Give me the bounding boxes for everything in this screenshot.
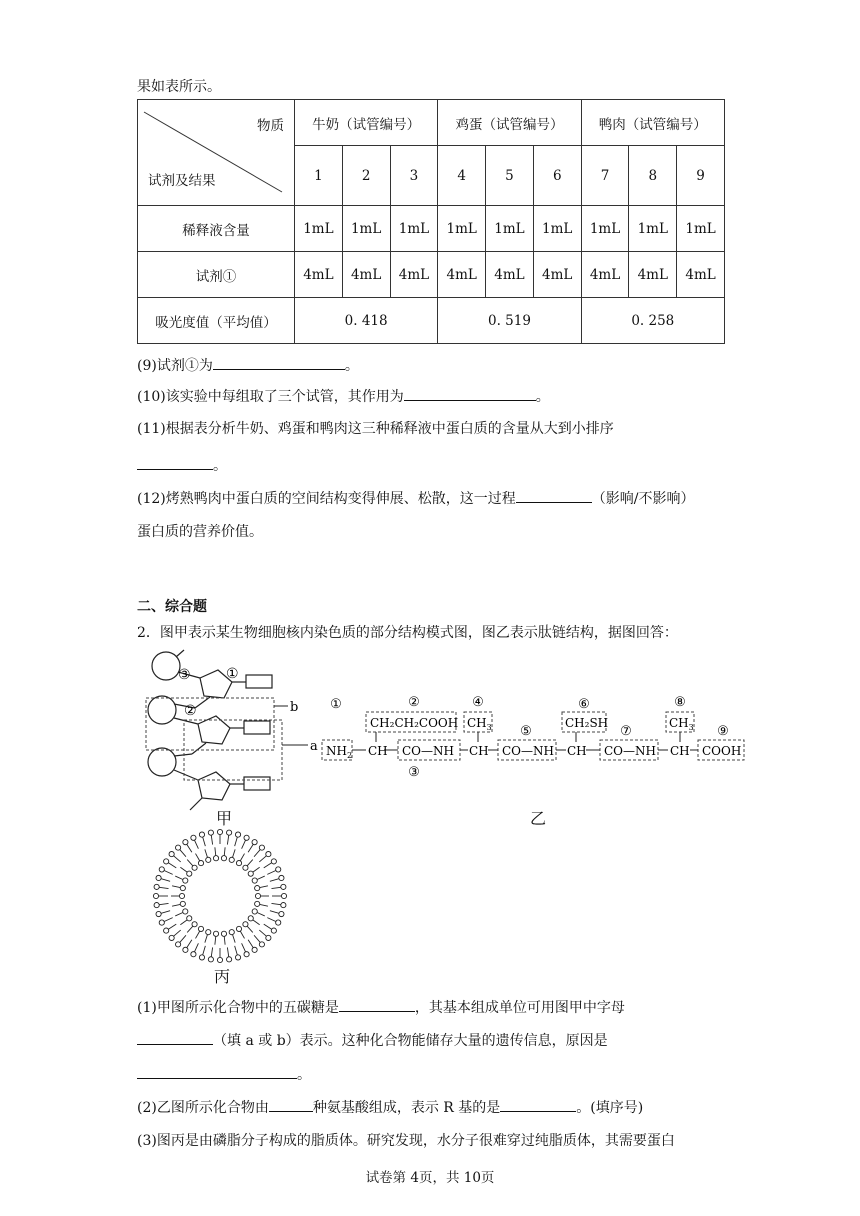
label-3: ③	[178, 667, 191, 683]
phospholipid-tail	[254, 850, 260, 857]
phospholipid-tail	[196, 854, 200, 861]
phospholipid-head	[169, 935, 174, 940]
phospholipid-head	[236, 860, 241, 865]
phospholipid-tail	[253, 920, 260, 925]
phospholipid-tail	[233, 935, 236, 943]
num-3: ③	[408, 765, 420, 780]
num-8: ⑧	[674, 695, 686, 710]
label-2: ②	[184, 703, 197, 719]
phospholipid-head	[243, 865, 248, 870]
phospholipid-head	[221, 856, 226, 861]
phospholipid-head	[208, 830, 213, 835]
phospholipid-head	[243, 922, 248, 927]
table-cell: 1mL	[342, 206, 390, 252]
tube-number: 6	[533, 146, 581, 206]
header-substance: 物质	[257, 118, 284, 134]
num-2: ②	[408, 695, 420, 710]
phospholipid-tail	[187, 860, 193, 866]
phospholipid-head	[217, 829, 222, 834]
tube-number: 4	[438, 146, 486, 206]
phospholipid-tail	[175, 876, 183, 879]
phospholipid-tail	[247, 926, 253, 932]
phospholipid-head	[281, 903, 286, 908]
answer-blank[interactable]	[404, 388, 536, 401]
phospholipid-head	[206, 930, 211, 935]
caption-jia: 甲	[216, 809, 233, 828]
label-b: b	[290, 700, 299, 715]
phospholipid-tail	[187, 926, 193, 932]
phospholipid-head	[244, 835, 249, 840]
phospholipid-tail	[267, 870, 276, 874]
label-1: ①	[226, 666, 239, 682]
phospholipid-head	[281, 884, 286, 889]
phospholipid-head	[183, 878, 188, 883]
phospholipid-head	[156, 875, 161, 880]
phospholipid-tail	[248, 844, 253, 852]
phospholipid-head	[198, 926, 203, 931]
caption-yi: 乙	[530, 809, 547, 828]
num-5: ⑤	[520, 724, 532, 739]
phospholipid-tail	[211, 835, 212, 844]
tube-number: 9	[677, 146, 725, 206]
phospholipid-head	[213, 931, 218, 936]
phospholipid-head	[187, 916, 192, 921]
phospholipid-head	[259, 845, 264, 850]
table-cell: 4mL	[438, 252, 486, 298]
phospholipid-head	[235, 955, 240, 960]
phospholipid-head	[213, 856, 218, 861]
phospholipid-tail	[172, 904, 180, 906]
phospholipid-tail	[233, 849, 236, 857]
phospholipid-head	[187, 871, 192, 876]
phospholipid-tail	[253, 867, 260, 872]
ch-2: CH	[469, 744, 489, 758]
absorbance-value: 0. 258	[581, 298, 724, 344]
phospholipid-tail	[215, 936, 216, 944]
phospholipid-tail	[180, 850, 186, 857]
phospholipid-head	[183, 840, 188, 845]
table-cell: 4mL	[486, 252, 534, 298]
phospholipid-head	[180, 885, 185, 890]
tube-number: 1	[295, 146, 343, 206]
question-2-2: (2)乙图所示化合物由 种氨基酸组成，表示 R 基的是 。(填序号)	[137, 1100, 644, 1116]
phospholipid-tail	[168, 924, 176, 929]
phospholipid-tail	[187, 940, 192, 948]
group-header: 牛奶（试管编号）	[295, 100, 438, 146]
phospholipid-head	[164, 928, 169, 933]
ch-4: CH	[670, 744, 690, 758]
phospholipid-head	[252, 909, 257, 914]
phospholipid-tail	[242, 943, 246, 952]
phospholipid-head	[227, 830, 232, 835]
phospholipid-head	[199, 955, 204, 960]
table-cell: 4mL	[295, 252, 343, 298]
tube-number: 3	[390, 146, 438, 206]
question-2-1-answer: 。	[137, 1064, 311, 1084]
phospholipid-tail	[270, 879, 279, 882]
question-12-cont: 蛋白质的营养价值。	[137, 524, 263, 540]
phospholipid-head	[153, 893, 158, 898]
table-cell: 1mL	[581, 206, 629, 252]
phospholipid-tail	[205, 935, 208, 943]
tube-number: 5	[486, 146, 534, 206]
phospholipid-tail	[215, 847, 216, 855]
absorbance-value: 0. 418	[295, 298, 438, 344]
phospholipid-tail	[264, 863, 272, 868]
question-12: (12)烤熟鸭肉中蛋白质的空间结构变得伸展、松散，这一过程 （影响/不影响）	[137, 491, 695, 507]
phospholipid-tail	[174, 856, 181, 862]
phospholipid-tail	[248, 940, 253, 948]
table-cell: 4mL	[581, 252, 629, 298]
phospholipid-tail	[227, 947, 228, 956]
phospholipid-head	[244, 952, 249, 957]
phospholipid-head	[235, 832, 240, 837]
svg-text:CH3: $CH_3$	[669, 716, 694, 732]
phospholipid-tail	[161, 879, 170, 882]
table-cell: 4mL	[342, 252, 390, 298]
phospholipid-tail	[259, 856, 266, 862]
phospholipid-tail	[240, 931, 244, 938]
phospholipid-tail	[175, 913, 183, 916]
phospholipid-head	[192, 922, 197, 927]
peptide-bond-3: CO—NH	[402, 744, 454, 758]
phospholipid-tail	[271, 903, 280, 904]
phospholipid-head	[221, 931, 226, 936]
phospholipid-tail	[235, 837, 238, 846]
phospholipid-tail	[164, 870, 173, 874]
phospholipid-head	[276, 867, 281, 872]
phospholipid-tail	[257, 913, 265, 916]
question-9: (9)试剂①为 。	[137, 358, 359, 374]
phospholipid-tail	[196, 931, 200, 938]
phospholipid-head	[164, 859, 169, 864]
phospholipid-head	[252, 840, 257, 845]
phospholipid-tail	[271, 887, 280, 888]
phospholipid-head	[175, 845, 180, 850]
phospholipid-tail	[259, 930, 266, 936]
phospholipid-head	[192, 865, 197, 870]
phospholipid-head	[198, 860, 203, 865]
question-2-stem: 2．图甲表示某生物细胞核内染色质的部分结构模式图，图乙表示肽链结构，据图回答：	[137, 625, 678, 641]
phospholipid-head	[217, 957, 222, 962]
answer-blank[interactable]	[339, 999, 415, 1012]
svg-text:CH3: $CH_3$	[467, 716, 492, 732]
phospholipid-tail	[180, 867, 187, 872]
phospholipid-head	[276, 920, 281, 925]
phospholipid-tail	[203, 837, 206, 846]
question-2-3: (3)图丙是由磷脂分子构成的脂质体。研究发现，水分子很难穿过纯脂质体，其需要蛋白	[137, 1133, 675, 1149]
table-cell: 1mL	[486, 206, 534, 252]
phospholipid-tail	[194, 943, 198, 952]
phospholipid-tail	[187, 844, 192, 852]
table-cell: 1mL	[438, 206, 486, 252]
answer-blank[interactable]	[269, 1099, 313, 1112]
tube-number: 2	[342, 146, 390, 206]
ch-1: CH	[368, 744, 388, 758]
peptide-bond-7: CO—NH	[604, 744, 656, 758]
phospholipid-head	[180, 901, 185, 906]
phospholipid-head	[199, 832, 204, 837]
phospholipid-head	[191, 835, 196, 840]
row-label: 试剂①	[138, 252, 295, 298]
phospholipid-tail	[159, 887, 168, 888]
question-10: (10)该实验中每组取了三个试管，其作用为 。	[137, 389, 550, 405]
phospholipid-head	[266, 935, 271, 940]
table-cell: 1mL	[390, 206, 438, 252]
phospholipid-tail	[164, 918, 173, 922]
r-group-4: CH	[467, 716, 487, 730]
figure-yi	[318, 692, 748, 788]
phospholipid-head	[159, 920, 164, 925]
phospholipid-tail	[240, 854, 244, 861]
phospholipid-head	[206, 857, 211, 862]
table-cell: 1mL	[629, 206, 677, 252]
phospholipid-tail	[257, 876, 265, 879]
phospholipid-tail	[194, 840, 198, 849]
question-11: (11)根据表分析牛奶、鸡蛋和鸭肉这三种稀释液中蛋白质的含量从大到小排序	[137, 421, 614, 437]
phospholipid-head	[169, 851, 174, 856]
phospholipid-head	[229, 930, 234, 935]
tube-number: 8	[629, 146, 677, 206]
phospholipid-head	[159, 867, 164, 872]
phospholipid-head	[248, 916, 253, 921]
phospholipid-head	[281, 893, 286, 898]
caption-bing: 丙	[214, 967, 231, 986]
phospholipid-tail	[174, 930, 181, 936]
phospholipid-head	[156, 911, 161, 916]
answer-blank[interactable]	[213, 357, 345, 370]
table-cell: 4mL	[390, 252, 438, 298]
phospholipid-head	[279, 875, 284, 880]
phospholipid-tail	[180, 935, 186, 942]
page-footer: 试卷第 4页，共 10页	[365, 1170, 495, 1186]
table-cell: 1mL	[295, 206, 343, 252]
figure-jia	[140, 648, 320, 828]
num-9: ⑨	[717, 724, 729, 739]
phospholipid-tail	[203, 946, 206, 955]
row-label: 稀释液含量	[138, 206, 295, 252]
phospholipid-head	[154, 884, 159, 889]
phospholipid-head	[229, 857, 234, 862]
phospholipid-tail	[264, 924, 272, 929]
header-reagent: 试剂及结果	[148, 173, 216, 189]
answer-blank[interactable]	[137, 457, 213, 470]
phospholipid-tail	[211, 947, 212, 956]
num-6: ⑥	[578, 697, 590, 712]
phospholipid-tail	[161, 911, 170, 914]
figure-bing-liposome	[150, 826, 290, 966]
question-2-1-cont: （填 a 或 b）表示。这种化合物能储存大量的遗传信息，原因是	[137, 1030, 608, 1050]
absorbance-value: 0. 519	[438, 298, 581, 344]
phospholipid-head	[183, 909, 188, 914]
table-cell: 4mL	[629, 252, 677, 298]
results-table	[137, 99, 725, 344]
r-group-8: CH	[669, 716, 689, 730]
phospholipid-head	[236, 926, 241, 931]
phospholipid-head	[252, 878, 257, 883]
num-4: ④	[472, 695, 484, 710]
phospholipid-tail	[224, 936, 225, 944]
phospholipid-head	[191, 952, 196, 957]
phospholipid-head	[252, 947, 257, 952]
table-cell: 1mL	[533, 206, 581, 252]
table-cell: 4mL	[533, 252, 581, 298]
phospholipid-head	[154, 903, 159, 908]
group-header: 鸭肉（试管编号）	[581, 100, 724, 146]
table-cell: 4mL	[677, 252, 725, 298]
table-cell: 1mL	[677, 206, 725, 252]
question-11-answer: 。	[137, 455, 227, 475]
phospholipid-tail	[247, 860, 253, 866]
phospholipid-tail	[168, 863, 176, 868]
phospholipid-head	[227, 957, 232, 962]
phospholipid-tail	[205, 849, 208, 857]
phospholipid-tail	[260, 904, 268, 906]
diagonal-header-cell	[138, 100, 295, 206]
phospholipid-head	[179, 893, 184, 898]
num-1: ①	[330, 697, 342, 712]
phospholipid-head	[248, 871, 253, 876]
phospholipid-head	[266, 851, 271, 856]
tube-number: 7	[581, 146, 629, 206]
phospholipid-head	[259, 942, 264, 947]
phospholipid-head	[279, 911, 284, 916]
intro-text: 果如表所示。	[137, 79, 221, 95]
answer-blank[interactable]	[137, 1032, 213, 1045]
phospholipid-head	[208, 957, 213, 962]
phospholipid-tail	[227, 835, 228, 844]
num-7: ⑦	[620, 724, 632, 739]
group-header: 鸡蛋（试管编号）	[438, 100, 581, 146]
phospholipid-tail	[224, 847, 225, 855]
phospholipid-head	[183, 947, 188, 952]
row-label: 吸光度值（平均值）	[138, 298, 295, 344]
label-a: a	[310, 739, 318, 754]
phospholipid-tail	[260, 886, 268, 888]
svg-text:NH2: $NH_2$	[326, 744, 353, 760]
phospholipid-tail	[172, 886, 180, 888]
phospholipid-tail	[267, 918, 276, 922]
ch-3: CH	[567, 744, 587, 758]
phospholipid-head	[255, 893, 260, 898]
answer-blank[interactable]	[137, 1066, 297, 1079]
answer-blank[interactable]	[516, 490, 592, 503]
nh2-text: NH	[326, 744, 347, 758]
cooh-text: COOH	[702, 744, 742, 758]
phospholipid-tail	[235, 946, 238, 955]
answer-blank[interactable]	[500, 1099, 576, 1112]
phospholipid-head	[255, 885, 260, 890]
r-group-2: CH₂CH₂COOH	[370, 716, 459, 730]
question-2-1: (1)甲图所示化合物中的五碳糖是 ，其基本组成单位可用图甲中字母	[137, 1000, 625, 1016]
phospholipid-tail	[254, 935, 260, 942]
r-group-6: CH₂SH	[565, 716, 609, 730]
phospholipid-tail	[180, 920, 187, 925]
peptide-bond-5: CO—NH	[502, 744, 554, 758]
phospholipid-head	[271, 928, 276, 933]
phospholipid-tail	[270, 911, 279, 914]
phospholipid-head	[175, 942, 180, 947]
phospholipid-tail	[159, 903, 168, 904]
section-title: 二、综合题	[137, 599, 207, 615]
phospholipid-head	[255, 901, 260, 906]
phospholipid-tail	[242, 840, 246, 849]
phospholipid-head	[271, 859, 276, 864]
